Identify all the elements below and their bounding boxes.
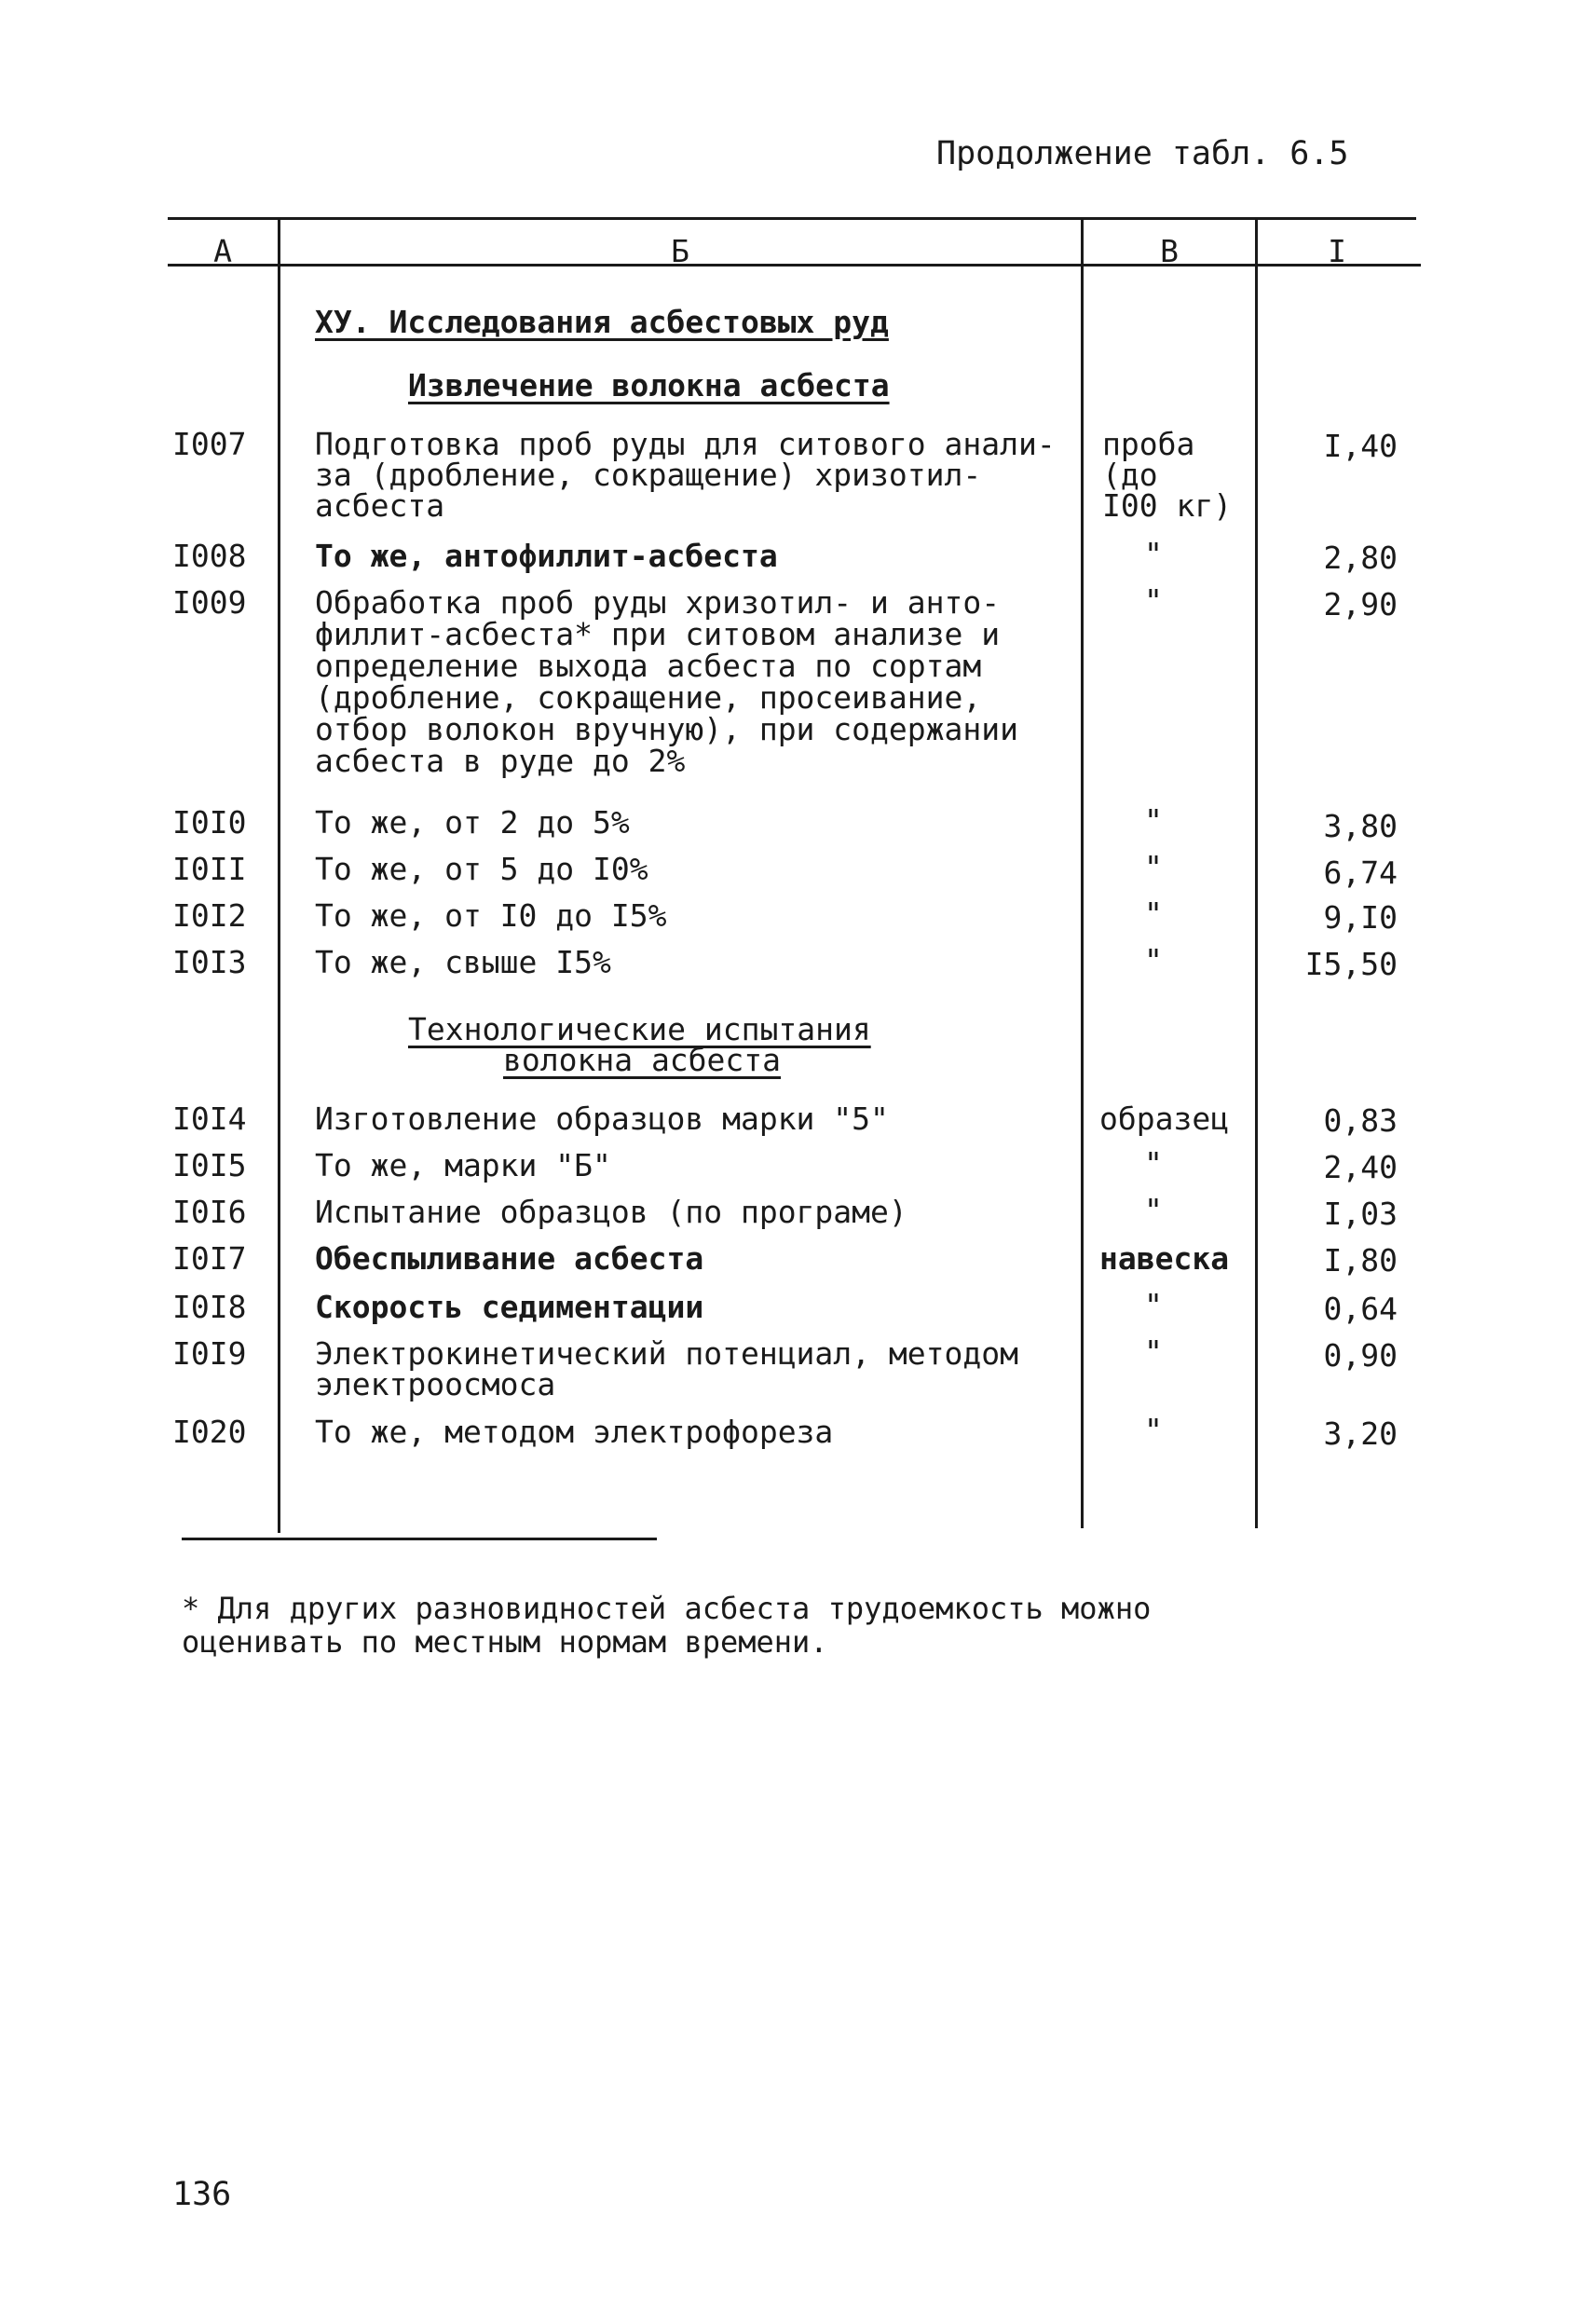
row-code: I0I3 — [172, 944, 247, 980]
table-caption: Продолжение табл. 6.5 — [936, 135, 1349, 172]
row-unit: образец — [1099, 1101, 1230, 1137]
footnote: * Для других разновидностей асбеста трудоемкость можно оценивать по местным нормам времени. — [182, 1591, 1152, 1660]
row-unit: " — [1144, 802, 1163, 839]
row-description: Электрокинетический потенциал, методом электроосмоса — [315, 1335, 1018, 1402]
column-divider-ab — [278, 219, 280, 1533]
row-code: I0I8 — [172, 1289, 247, 1325]
row-code: I0II — [172, 851, 247, 887]
row-value: 3,80 — [1323, 808, 1398, 844]
row-unit: навеска — [1099, 1240, 1230, 1277]
row-description: То же, марки "Б" — [315, 1147, 611, 1183]
row-code: I0I0 — [172, 804, 247, 841]
column-header-b: Б — [671, 233, 689, 269]
row-value: I,40 — [1323, 428, 1398, 464]
page-number: 136 — [172, 2176, 232, 2213]
row-description: То же, от 2 до 5% — [315, 804, 630, 841]
row-unit: " — [1144, 942, 1163, 978]
row-value: 2,80 — [1323, 540, 1398, 576]
column-divider-cd — [1255, 219, 1258, 1528]
row-value: 2,90 — [1323, 586, 1398, 622]
column-header-a: А — [213, 233, 232, 269]
row-unit: " — [1144, 1192, 1163, 1228]
row-description: То же, от I0 до I5% — [315, 897, 667, 934]
row-code: I0I4 — [172, 1101, 247, 1137]
row-description: Обеспыливание асбеста — [315, 1240, 704, 1277]
row-code: I008 — [172, 538, 247, 574]
row-unit: проба (до I00 кг) — [1102, 426, 1233, 524]
row-code: I0I2 — [172, 897, 247, 934]
row-unit: " — [1144, 536, 1163, 572]
row-code: I0I6 — [172, 1194, 247, 1230]
row-unit: " — [1144, 896, 1163, 932]
row-unit: " — [1144, 1333, 1163, 1370]
row-unit: " — [1144, 582, 1163, 619]
row-value: 6,74 — [1323, 855, 1398, 891]
row-code: I0I7 — [172, 1240, 247, 1277]
column-header-c: В — [1160, 233, 1179, 269]
row-unit: " — [1144, 1145, 1163, 1182]
row-description: Изготовление образцов марки "5" — [315, 1101, 889, 1137]
row-value: 0,64 — [1323, 1291, 1398, 1327]
row-value: I,03 — [1323, 1196, 1398, 1232]
row-value: 0,83 — [1323, 1102, 1398, 1139]
row-description: То же, антофиллит-асбеста — [315, 538, 778, 574]
section-title: ХУ. Исследования асбестовых руд — [315, 304, 889, 340]
row-value: 2,40 — [1323, 1149, 1398, 1185]
table-top-rule — [168, 217, 1416, 220]
row-value: 9,I0 — [1323, 899, 1398, 936]
subsection-heading-extraction: Извлечение волокна асбеста — [408, 367, 890, 403]
row-description: Испытание образцов (по програме) — [315, 1194, 907, 1230]
subsection-heading-tests-line2: волокна асбеста — [503, 1042, 782, 1078]
row-description: То же, от 5 до I0% — [315, 851, 648, 887]
row-unit: " — [1144, 1412, 1163, 1448]
footnote-rule — [182, 1538, 657, 1540]
row-description: Скорость седиментации — [315, 1289, 704, 1325]
row-value: 0,90 — [1323, 1337, 1398, 1374]
row-value: I5,50 — [1304, 946, 1398, 982]
column-header-d: I — [1328, 233, 1346, 269]
row-unit: " — [1144, 1287, 1163, 1323]
subsection-heading-tests-line1: Технологические испытания — [408, 1011, 871, 1047]
row-code: I020 — [172, 1414, 247, 1450]
column-divider-bc — [1081, 219, 1084, 1528]
row-code: I007 — [172, 426, 247, 462]
row-description: Подготовка проб руды для ситового анали- за (дробление, сокращение) хризотил- асбеста — [315, 426, 1056, 524]
row-unit: " — [1144, 849, 1163, 885]
row-code: I0I9 — [172, 1335, 247, 1372]
row-description: То же, свыше I5% — [315, 944, 611, 980]
row-value: 3,20 — [1323, 1415, 1398, 1452]
row-code: I0I5 — [172, 1147, 247, 1183]
row-description: То же, методом электрофореза — [315, 1414, 834, 1450]
row-value: I,80 — [1323, 1242, 1398, 1279]
row-description: Обработка проб руды хризотил- и анто- филлит-асбеста* при ситовом анализе и определение выхода асбеста по сортам (дробление, сокращение, просеивание, отбор волокон вручную), при содержании асбеста в руде до 2% — [315, 584, 1018, 779]
row-code: I009 — [172, 584, 247, 621]
